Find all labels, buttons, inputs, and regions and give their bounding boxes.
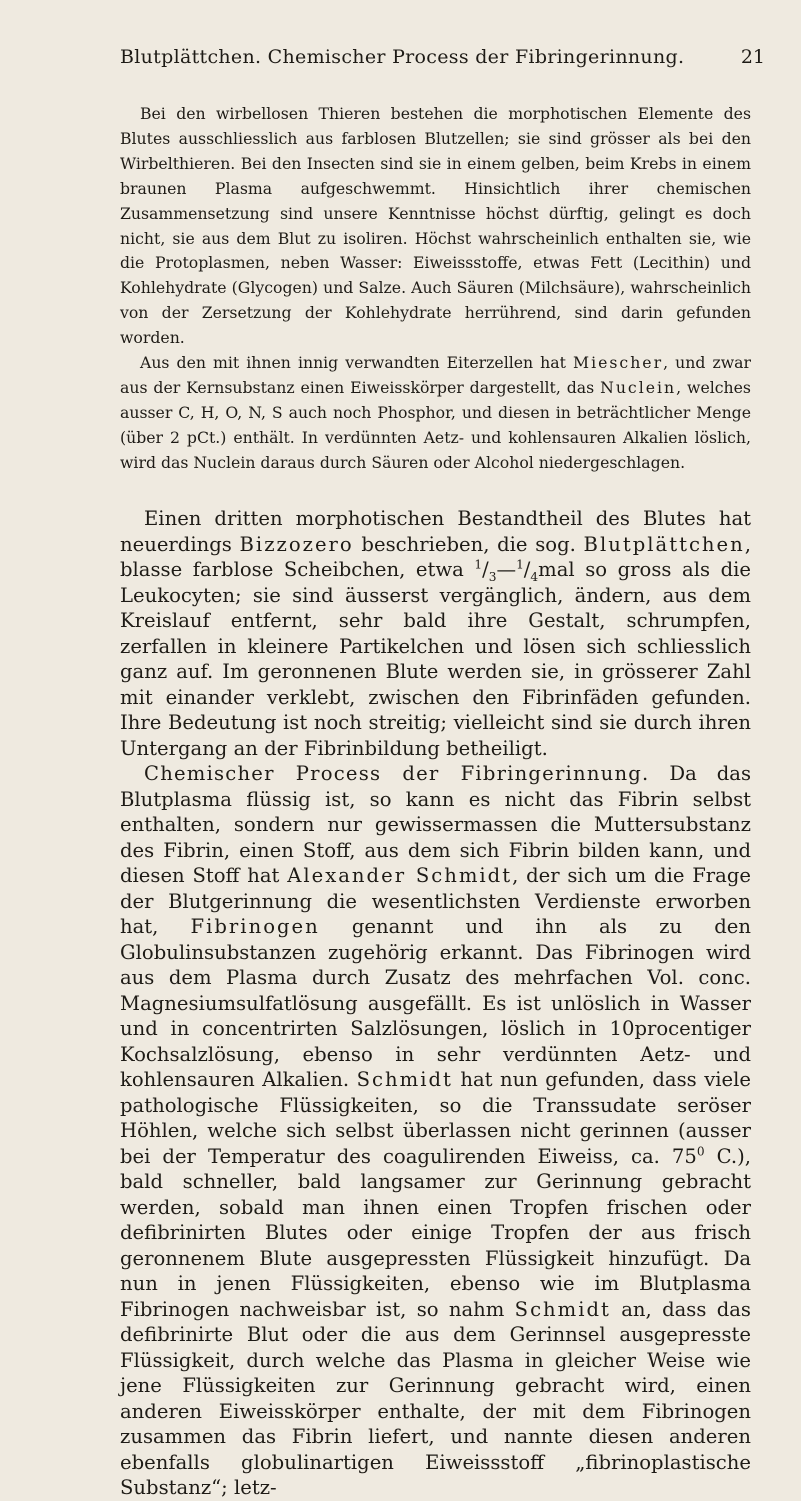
term-nuclein: Nuclein bbox=[600, 377, 677, 397]
fraction-dash: — bbox=[496, 558, 517, 581]
author-bizzozero: Bizzozero bbox=[239, 532, 354, 556]
main-text bbox=[120, 506, 751, 1501]
text-run: Aus den mit ihnen innig verwandten Eiterzellen hat bbox=[140, 353, 573, 373]
text-run: beschrieben, die sog. bbox=[353, 532, 584, 556]
text-run: , der sich um die Frage der Blutgerinnung die wesentlichsten Verdienste erworben hat, bbox=[120, 864, 751, 938]
intro-small-print bbox=[120, 102, 751, 476]
text-run: , blasse farblose Scheibchen, etwa bbox=[120, 532, 751, 581]
section-heading: Chemischer Process der Fibringerinnung. bbox=[144, 762, 650, 785]
text-run: hat nun gefunden, dass viele pathologische Flüssigkeiten, so die Transsudate seröser Höhlen, welche sich selbst überlassen nicht gerinnen (ausser bei der Temperatur des coagulirenden Eiweiss, ca. 75 bbox=[120, 1068, 751, 1168]
text-run: , welches ausser C, H, O, N, S auch noch Phosphor, und diesen in beträchtlicher Menge (über 2 pCt.) enthält. In verdünnten Aetz- und kohlensauren Alkalien löslich, wird das Nuclein daraus durch Säuren oder Alcohol niedergeschlagen. bbox=[120, 377, 751, 472]
page-number: 21 bbox=[740, 46, 765, 68]
term-blutplaettchen: Blutplättchen bbox=[583, 532, 745, 556]
fraction-2-numerator: 1 bbox=[516, 557, 524, 572]
author-schmidt: Schmidt bbox=[514, 1297, 611, 1321]
paragraph-blutplaettchen: Einen dritten morphotischen Bestandtheil des Blutes hat neuerdings Bizzozero beschrieben, die sog. Blutplättchen, blasse farblose Scheibchen, etwa $^1/_3—^1/_4mal$ so gross als die Leukocyten; sie sind äusserst vergänglich, ändern, aus dem Kreislauf entfernt, sehr bald ihre Gestalt, schrumpfen, zerfallen in kleinere Partikelchen und lösen sich schliesslich ganz auf. Im geronnenen Blute werden sie, in grösserer Zahl mit einander verklebt, zwischen den Fibrinfäden gefunden. Ihre Bedeutung ist noch streitig; vielleicht sind sie durch ihren Untergang an der Fibrinbildung betheiligt. bbox=[120, 507, 751, 760]
text-run: C.), bald schneller, bald langsamer zur Gerinnung gebracht werden, sobald man ihnen einen Tropfen frischen oder defibrinirten Blutes oder einige Tropfen der aus frisch geronnenem Blute ausgepressten Flüssigkeit hinzufügt. Da nun in jenen Flüssigkeiten, ebenso wie im Blutplasma Fibrinogen nachweisbar ist, so nahm bbox=[120, 1144, 752, 1321]
fraction-2-denominator: 4 bbox=[530, 569, 539, 584]
text-run: Einen dritten morphotischen Bestandtheil des Blutes hat neuerdings bbox=[120, 507, 751, 556]
fraction-1-numerator: 1 bbox=[474, 557, 483, 572]
paragraph-invertebrate-blood: Bei den wirbellosen Thieren bestehen die morphotischen Elemente des Blutes ausschliesslich aus farblosen Blutzellen; sie sind grösser als bei den Wirbelthieren. Bei den Insecten sind sie in einem gelben, beim Krebs in einem braunen Plasma aufgeschwemmt. Hinsichtlich ihrer chemischen Zusammensetzung sind unsere Kenntnisse höchst dürftig, gelingt es doch nicht, sie aus dem Blut zu isoliren. Höchst wahrscheinlich enthalten sie, wie die Protoplasmen, neben Wasser: Eiweissstoffe, etwas Fett (Lecithin) und Kohlehydrate (Glycogen) und Salze. Auch Säuren (Milchsäure), wahrscheinlich von der Zersetzung der Kohlehydrate herrührend, sind darin gefunden worden. bbox=[120, 104, 751, 348]
text-run: genannt und ihn als zu den Globulinsubstanzen zugehörig erkannt. Das Fibrinogen wird aus dem Plasma durch Zusatz des mehrfachen Vol. conc. Magnesiumsulfatlösung ausgefällt. Es ist unlöslich in Wasser und in concentrirten Salzlösungen, löslich in 10procentiger Kochsalzlösung, ebenso in sehr verdünnten Aetz- und kohlensauren Alkalien. bbox=[120, 915, 751, 1091]
text-run: , und zwar aus der Kernsubstanz einen Eiweisskörper dargestellt, das bbox=[120, 353, 751, 397]
paragraph-fibringerinnung bbox=[120, 761, 751, 1501]
text-run: Da das Blutplasma flüssig ist, so kann es nicht das Fibrin selbst enthalten, sondern nur gewissermassen die Muttersubstanz des Fibrin, einen Stoff, aus dem sich Fibrin bilden kann, und diesen Stoff hat bbox=[120, 762, 751, 887]
text-run: mal so gross als die Leukocyten; sie sind äusserst vergänglich, ändern, aus dem Kreislauf entfernt, sehr bald ihre Gestalt, schrumpfen, zerfallen in kleinere Partikelchen und lösen sich schliesslich ganz auf. Im geronnenen Blute werden sie, in grösserer Zahl mit einander verklebt, zwischen den Fibrinfäden gefunden. Ihre Bedeutung ist noch streitig; vielleicht sind sie durch ihren Untergang an der Fibrinbildung betheiligt. bbox=[120, 558, 751, 760]
author-miescher: Miescher bbox=[573, 353, 664, 373]
term-fibrinogen: Fibrinogen bbox=[190, 915, 320, 938]
degree-sign: 0 bbox=[696, 1143, 705, 1158]
running-title: Blutplättchen. Chemischer Process der Fibringerinnung. bbox=[120, 46, 685, 68]
paragraph-nuclein bbox=[120, 351, 751, 476]
author-schmidt: Schmidt bbox=[356, 1068, 453, 1091]
fraction-1-denominator: 3 bbox=[488, 569, 497, 584]
author-alexander-schmidt: Alexander Schmidt bbox=[287, 864, 513, 887]
page-header bbox=[120, 46, 765, 76]
text-run: an, dass das defibrinirte Blut oder die aus dem Gerinnsel ausgepresste Flüssigkeit, durch welche das Plasma in gleicher Weise wie jene Flüssigkeiten zur Gerinnung gebracht wird, einen anderen Eiweisskörper enthalte, der mit dem Fibrinogen zusammen das Fibrin liefert, und nannte diesen anderen ebenfalls globulinartigen Eiweissstoff „fibrinoplastische Substanz“; letz- bbox=[120, 1297, 751, 1499]
